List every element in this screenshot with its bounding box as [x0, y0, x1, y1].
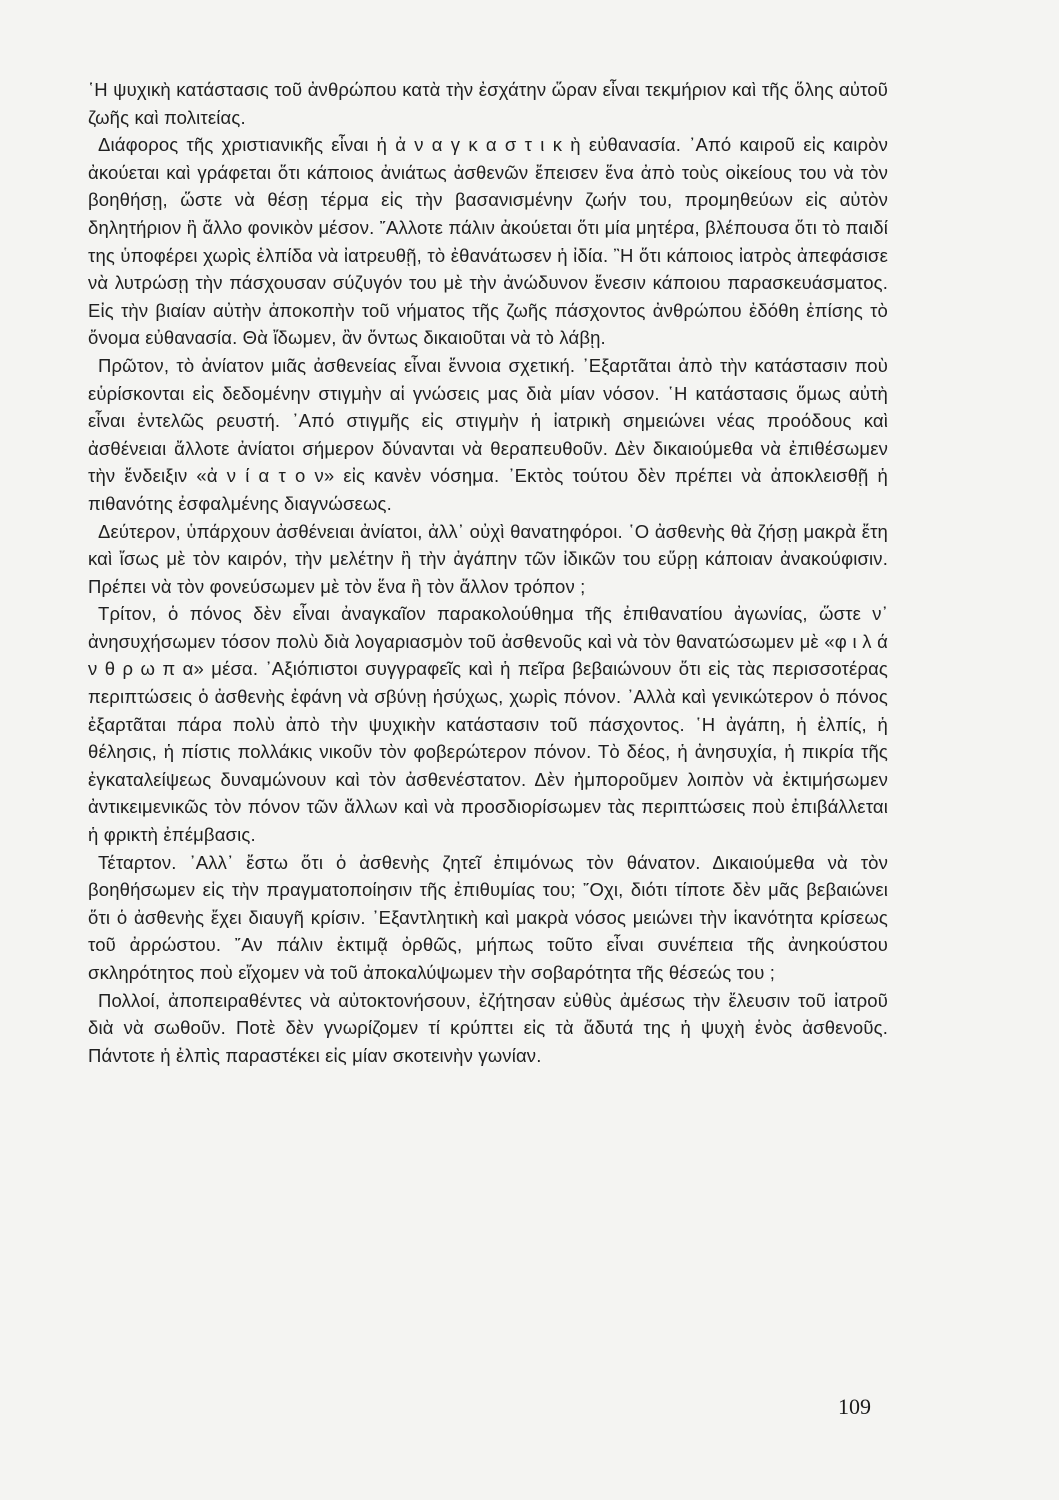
paragraph-2: Διάφορος τῆς χριστιανικῆς εἶναι ἡ ἀ ν α γ κ α σ τ ι κ ὴ εὐθανασία. ᾽Από καιροῦ εἰς καιρὸν ἀκούεται καὶ γράφεται ὅτι κάποιος ἀνιάτως ἀσθενῶν ἔπεισεν ἕνα ἀπὸ τοὺς οἰκείους του νὰ τὸν βοηθήσῃ, ὥστε νὰ θέσῃ τέρμα εἰς τὴν βασανισμένην ζωήν του, προμηθεύων εἰς αὐτὸν δηλητήριον ἢ ἄλλο φονικὸν μέσον. ῎Αλλοτε πάλιν ἀκούεται ὅτι μία μητέρα, βλέπουσα ὅτι τὸ παιδί της ὑποφέρει χωρὶς ἐλπίδα νὰ ἰατρευθῇ, τὸ ἐθανάτωσεν ἡ ἰδία. ῍Η ὅτι κάποιος ἰατρὸς ἀπεφάσισε νὰ λυτρώσῃ τὴν πάσχουσαν σύζυγόν του μὲ τὴν ἀνώδυνον ἔνεσιν κάποιου παρασκευάσματος. Εἰς τὴν βιαίαν αὐτὴν ἀποκοπὴν τοῦ νήματος τῆς ζωῆς πάσχοντος ἀνθρώπου ἐδόθη ἐπίσης τὸ ὄνομα εὐθανασία. Θὰ ἴδωμεν, ἂν ὄντως δικαιοῦται νὰ τὸ λάβῃ.: [88, 134, 888, 349]
paragraph-4: Δεύτερον, ὑπάρχουν ἀσθένειαι ἀνίατοι, ἀλλ᾽ οὐχὶ θανατηφόροι. ῾Ο ἀσθενὴς θὰ ζήσῃ μακρὰ ἔτη καὶ ἴσως μὲ τὸν καιρόν, τὴν μελέτην ἢ τὴν ἀγάπην τῶν ἰδικῶν του εὕρῃ κάποιαν ἀνακούφισιν. Πρέπει νὰ τὸν φονεύσωμεν μὲ τὸν ἕνα ἢ τὸν ἄλλον τρόπον ;: [88, 520, 888, 597]
paragraph-3: Πρῶτον, τὸ ἀνίατον μιᾶς ἀσθενείας εἶναι ἔννοια σχετική. ᾽Εξαρτᾶται ἀπὸ τὴν κατάστασιν ποὺ εὑρίσκονται εἰς δεδομένην στιγμὴν αἱ γνώσεις μας διὰ μίαν νόσον. ῾Η κατάστασις ὅμως αὐτὴ εἶναι ἐντελῶς ρευστή. ᾽Από στιγμῆς εἰς στιγμὴν ἡ ἰατρικὴ σημειώνει νέας προόδους καὶ ἀσθένειαι ἄλλοτε ἀνίατοι σήμερον δύνανται νὰ θεραπευθοῦν. Δὲν δικαιούμεθα νὰ ἐπιθέσωμεν τὴν ἔνδειξιν «ἀ ν ί α τ ο ν» εἰς κανὲν νόσημα. ᾽Εκτὸς τούτου δὲν πρέπει νὰ ἀποκλεισθῇ ἡ πιθανότης ἐσφαλμένης διαγνώσεως.: [88, 354, 888, 514]
paragraph-7: Πολλοί, ἀποπειραθέντες νὰ αὐτοκτονήσουν, ἐζήτησαν εὐθὺς ἀμέσως τὴν ἔλευσιν τοῦ ἰατροῦ διὰ νὰ σωθοῦν. Ποτὲ δὲν γνωρίζομεν τί κρύπτει εἰς τὰ ἄδυτά της ἡ ψυχὴ ἑνὸς ἀσθενοῦς. Πάντοτε ἡ ἐλπὶς παραστέκει εἰς μίαν σκοτεινὴν γωνίαν.: [88, 989, 888, 1066]
body-text: [88, 76, 888, 1069]
paragraph-5: Τρίτον, ὁ πόνος δὲν εἶναι ἀναγκαῖον παρακολούθημα τῆς ἐπιθανατίου ἀγωνίας, ὥστε ν᾽ ἀνησυχήσωμεν τόσον πολὺ διὰ λογαριασμὸν τοῦ ἀσθενοῦς καὶ νὰ τὸν θανατώσωμεν μὲ «φ ι λ ά ν θ ρ ω π α» μέσα. ᾽Αξιόπιστοι συγγραφεῖς καὶ ἡ πεῖρα βεβαιώνουν ὅτι εἰς τὰς περισσοτέρας περιπτώσεις ὁ ἀσθενὴς ἐφάνη νὰ σβύνῃ ἡσύχως, χωρὶς πόνον. ᾽Αλλὰ καὶ γενικώτερον ὁ πόνος ἐξαρτᾶται πάρα πολὺ ἀπὸ τὴν ψυχικὴν κατάστασιν τοῦ πάσχοντος. ῾Η ἀγάπη, ἡ ἐλπίς, ἡ θέλησις, ἡ πίστις πολλάκις νικοῦν τὸν φοβερώτερον πόνον. Τὸ δέος, ἡ ἀνησυχία, ἡ πικρία τῆς ἐγκαταλείψεως δυναμώνουν καὶ τὸν ἀσθενέστατον. Δὲν ἠμποροῦμεν λοιπὸν νὰ ἐκτιμήσωμεν ἀντικειμενικῶς τὸν πόνον τῶν ἄλλων καὶ νὰ προσδιορίσωμεν τὰς περιπτώσεις ποὺ ἐπιβάλλεται ἡ φρικτὴ ἐπέμβασις.: [88, 603, 888, 846]
page-number: 109: [838, 1394, 871, 1419]
paragraph-6: Τέταρτον. ᾽Αλλ᾽ ἔστω ὅτι ὁ ἀσθενὴς ζητεῖ ἐπιμόνως τὸν θάνατον. Δικαιούμεθα νὰ τὸν βοηθήσωμεν εἰς τὴν πραγματοποίησιν τῆς ἐπιθυμίας του; ῎Οχι, διότι τίποτε δὲν μᾶς βεβαιώνει ὅτι ὁ ἀσθενὴς ἔχει διαυγῆ κρίσιν. ᾽Εξαντλητικὴ καὶ μακρὰ νόσος μειώνει τὴν ἱκανότητα κρίσεως τοῦ ἀρρώστου. ῎Αν πάλιν ἐκτιμᾷ ὀρθῶς, μήπως τοῦτο εἶναι συνέπεια τῆς ἀνηκούστου σκληρότητος ποὺ εἴχομεν νὰ τοῦ ἀποκαλύψωμεν τὴν σοβαρότητα τῆς θέσεώς του ;: [88, 851, 888, 983]
paragraph-1: ῾Η ψυχικὴ κατάστασις τοῦ ἀνθρώπου κατὰ τὴν ἐσχάτην ὥραν εἶναι τεκμήριον καὶ τῆς ὅλης αὐτοῦ ζωῆς καὶ πολιτείας.: [88, 79, 888, 128]
